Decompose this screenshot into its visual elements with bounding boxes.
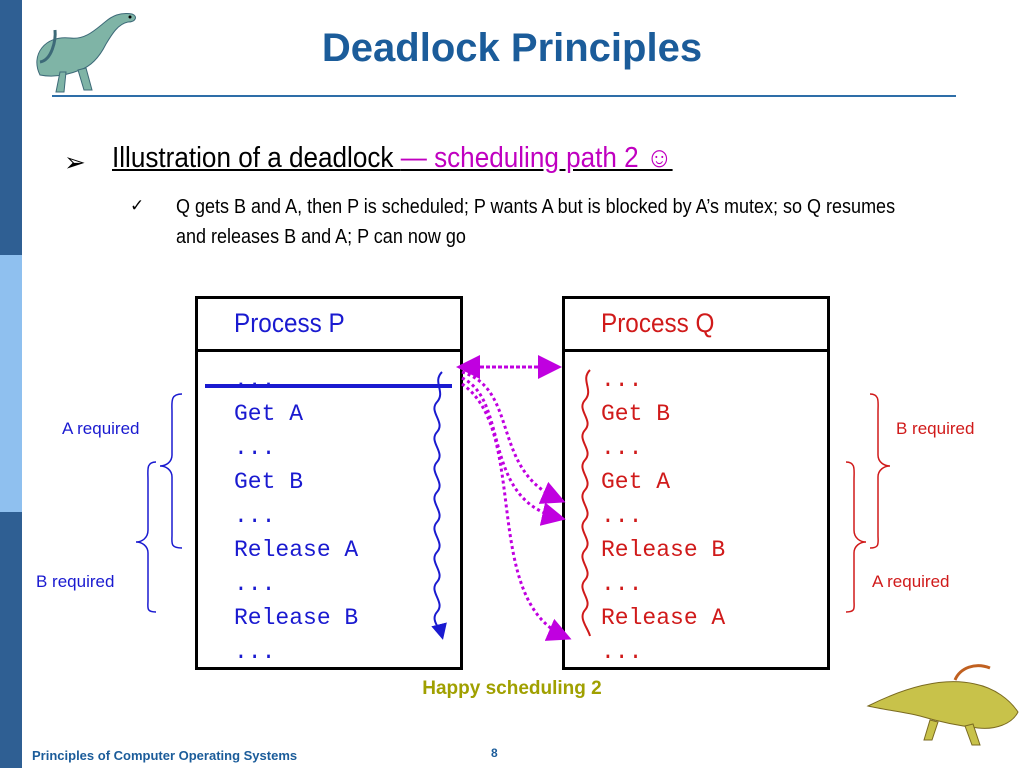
footer-course-title: Principles of Computer Operating Systems bbox=[32, 748, 298, 763]
process-q-line: Release A bbox=[601, 605, 726, 631]
process-p-title: Process P bbox=[234, 308, 345, 338]
process-q-title: Process Q bbox=[601, 308, 715, 338]
p-a-required-label: A required bbox=[62, 419, 140, 438]
process-q-line: ... bbox=[601, 571, 643, 597]
process-p-line: Release B bbox=[234, 605, 359, 631]
q-a-required-label: A required bbox=[872, 572, 950, 591]
footer-page-number: 8 bbox=[491, 746, 498, 760]
bullet-description: Q gets B and A, then P is scheduled; P wants A but is blocked by A’s mutex; so Q resumes and releases B and A; P can now go bbox=[176, 196, 896, 248]
p-b-required-label: B required bbox=[36, 572, 115, 591]
process-p-line: ... bbox=[234, 367, 276, 393]
process-q-line: ... bbox=[601, 639, 643, 665]
process-q-line: Get A bbox=[601, 469, 671, 495]
process-q-line: Release B bbox=[601, 537, 726, 563]
process-q-line: ... bbox=[601, 503, 643, 529]
page-title: Deadlock Principles bbox=[321, 26, 703, 70]
process-p-line: ... bbox=[234, 639, 276, 665]
diagram-caption: Happy scheduling 2 bbox=[422, 678, 602, 699]
q-b-required-label: B required bbox=[896, 419, 975, 438]
process-q-line: ... bbox=[601, 435, 643, 461]
process-p-line: Get A bbox=[234, 401, 304, 427]
process-p-line: ... bbox=[234, 503, 276, 529]
process-q-line: Get B bbox=[601, 401, 671, 427]
heading-accent-text: — scheduling path 2 ☺ bbox=[400, 142, 673, 174]
process-p-line: Release A bbox=[234, 537, 359, 563]
heading-main-text: Illustration of a deadlock bbox=[112, 142, 401, 174]
check-bullet-icon: ✓ bbox=[130, 196, 145, 215]
arrow-bullet-icon: ➢ bbox=[64, 147, 86, 177]
process-q-line: ... bbox=[601, 367, 643, 393]
process-p-line: Get B bbox=[234, 469, 304, 495]
process-p-line: ... bbox=[234, 435, 276, 461]
process-p-line: ... bbox=[234, 571, 276, 597]
